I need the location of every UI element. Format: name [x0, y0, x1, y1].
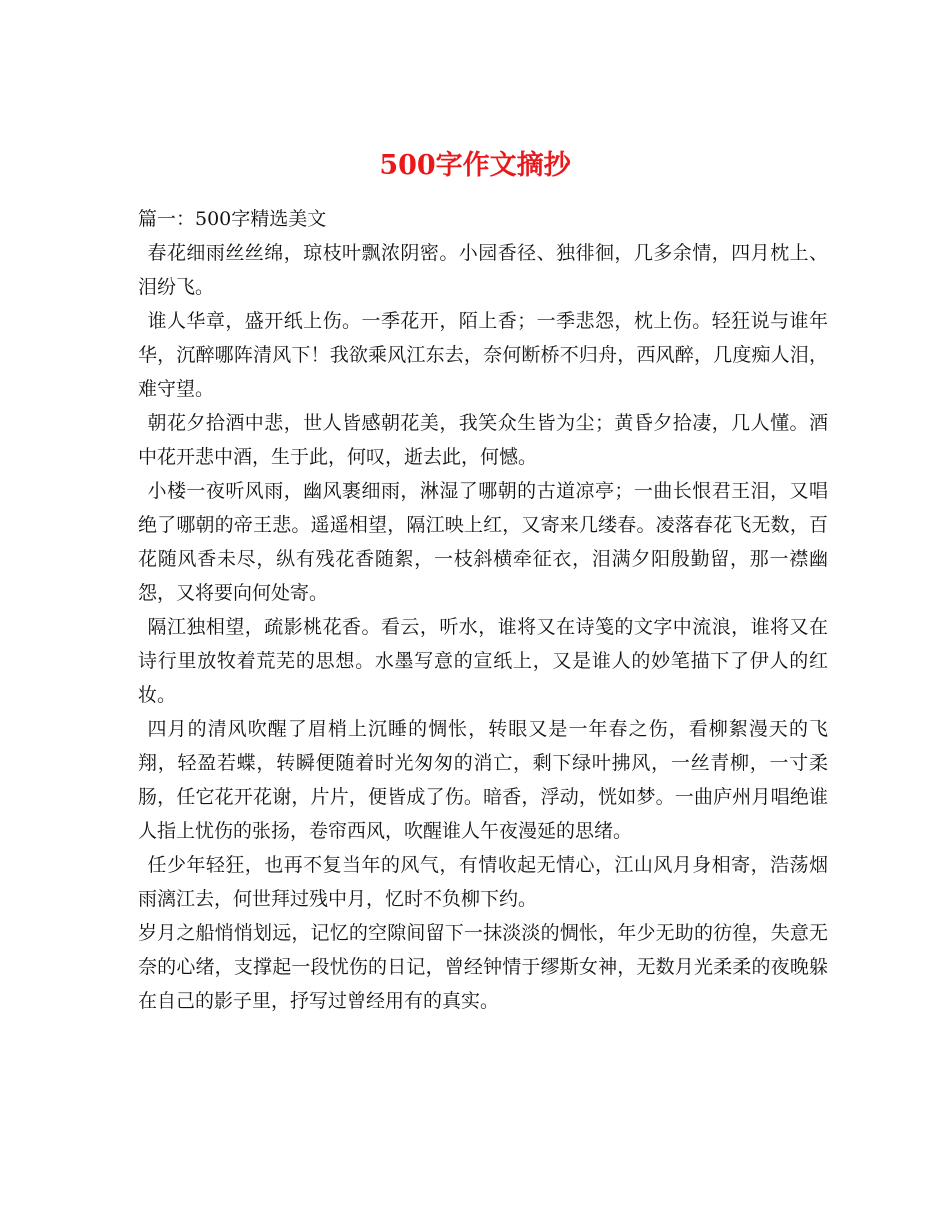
- paragraph-4: 小楼一夜听风雨，幽风裹细雨，淋湿了哪朝的古道凉亭；一曲长恨君王泪，又唱绝了哪朝的帝王悲。遥遥相望，隔江映上红，又寄来几缕春。凌落春花飞无数，百花随风香未尽，纵有残花香随絮，一枝斜横牵征衣，泪满夕阳殷勤留，那一襟幽怨，又将要向何处寄。: [138, 480, 828, 604]
- paragraph-2: 谁人华章，盛开纸上伤。一季花开，陌上香；一季悲怨，枕上伤。轻狂说与谁年华，沉醉哪阵清风下！我欲乘风江东去，奈何断桥不归舟，西风醉，几度痴人泪，难守望。: [138, 310, 828, 400]
- page-title: 500字作文摘抄: [379, 150, 571, 182]
- paragraph-7: 任少年轻狂，也再不复当年的风气，有情收起无情心，江山风月身相寄，浩荡烟雨漓江去，何世拜过残中月，忆时不负柳下约。: [138, 854, 828, 910]
- paragraph-3: 朝花夕拾酒中悲，世人皆感朝花美，我笑众生皆为尘；黄昏夕拾凄，几人懂。酒中花开悲中酒，生于此，何叹，逝去此，何憾。: [138, 412, 828, 468]
- paragraph-5: 隔江独相望，疏影桃花香。看云，听水，谁将又在诗笺的文字中流浪，谁将又在诗行里放牧着荒芜的思想。水墨写意的宣纸上，又是谁人的妙笔描下了伊人的红妆。: [138, 616, 828, 706]
- section-heading: 篇一：500字精选美文: [138, 208, 327, 230]
- article-body: [138, 202, 828, 1018]
- paragraph-1: 春花细雨丝丝绵，琼枝叶飘浓阴密。小园香径、独徘徊，几多余情，四月枕上、泪纷飞。: [138, 242, 828, 298]
- paragraph-8: 岁月之船悄悄划远，记忆的空隙间留下一抹淡淡的惆怅，年少无助的彷徨，失意无奈的心绪，支撑起一段忧伤的日记，曾经钟情于缪斯女神，无数月光柔柔的夜晚躲在自己的影子里，抒写过曾经用有的真实。: [138, 922, 828, 1012]
- paragraph-6: 四月的清风吹醒了眉梢上沉睡的惆怅，转眼又是一年春之伤，看柳絮漫天的飞翔，轻盈若蝶，转瞬便随着时光匆匆的消亡，剩下绿叶拂风，一丝青柳，一寸柔肠，任它花开花谢，片片，便皆成了伤。暗香，浮动，恍如梦。一曲庐州月唱绝谁人指上忧伤的张扬，卷帘西风，吹醒谁人午夜漫延的思绪。: [138, 718, 828, 842]
